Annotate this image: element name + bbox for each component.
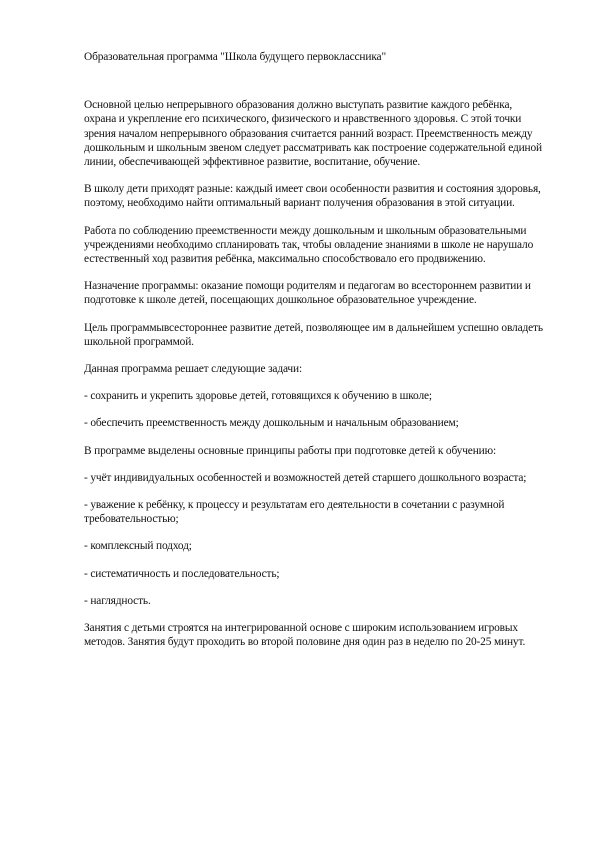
principle-item-complex: - комплексный подход; [84, 540, 192, 553]
paragraph-tasks-intro: Данная программа решает следующие задачи: [84, 363, 302, 376]
paragraph-children: В школу дети приходят разные: каждый имеет свои особенности развития и состояния здоровья, поэтому, необходимо найти оптимальный вариант получения образования в этой ситуации. [84, 183, 541, 210]
paragraph-goal: Основной целью непрерывного образования должно выступать развитие каждого ребёнка, охрана и укрепление его психического, физического и нравственного здоровья. С этой точки зрения началом непрерывного образования считается ранний возраст. Преемственность между дошкольным и школьным звеном следует рассматривать как построение содержательной единой линии, обеспечивающей эффективное развитие, воспитание, обучение. [84, 99, 542, 169]
document-title: Образовательная программа "Школа будущего первоклассника" [84, 51, 386, 63]
paragraph-purpose: Назначение программы: оказание помощи родителям и педагогам во всестороннем развитии и подготовке к школе детей, посещающих дошкольное образовательное учреждение. [84, 280, 531, 307]
paragraph-closing: Занятия с детьми строятся на интегрированной основе с широким использованием игровых методов. Занятия будут проходить во второй половине дня один раз в неделю по 20-25 минут. [84, 622, 526, 649]
principles-heading: В программе выделены основные принципы работы при подготовке детей к обучению: [84, 444, 496, 457]
paragraph-aim: Цель программывсестороннее развитие детей, позволяющее им в дальнейшем успешно овладеть школьной программой. [84, 321, 543, 348]
principle-item-individual: - учёт индивидуальных особенностей и возможностей детей старшего дошкольного возраста; [84, 471, 527, 484]
principle-item-systematic: - систематичность и последовательность; [84, 567, 280, 580]
task-item-health: - сохранить и укрепить здоровье детей, готовящихся к обучению в школе; [84, 390, 432, 403]
paragraph-continuity: Работа по соблюдению преемственности между дошкольным и школьным образовательными учреждениями необходимо спланировать так, чтобы овладение знаниями в школе не нарушало естественный ход развития ребёнка, максимально способствовало его продвижению. [84, 224, 534, 266]
task-item-continuity: - обеспечить преемственность между дошкольным и начальным образованием; [84, 417, 459, 430]
principle-item-visual: - наглядность. [84, 594, 151, 607]
document-page [84, 50, 546, 662]
principle-item-respect: - уважение к ребёнку, к процессу и результатам его деятельности в сочетании с разумной требовательностью; [84, 499, 505, 526]
